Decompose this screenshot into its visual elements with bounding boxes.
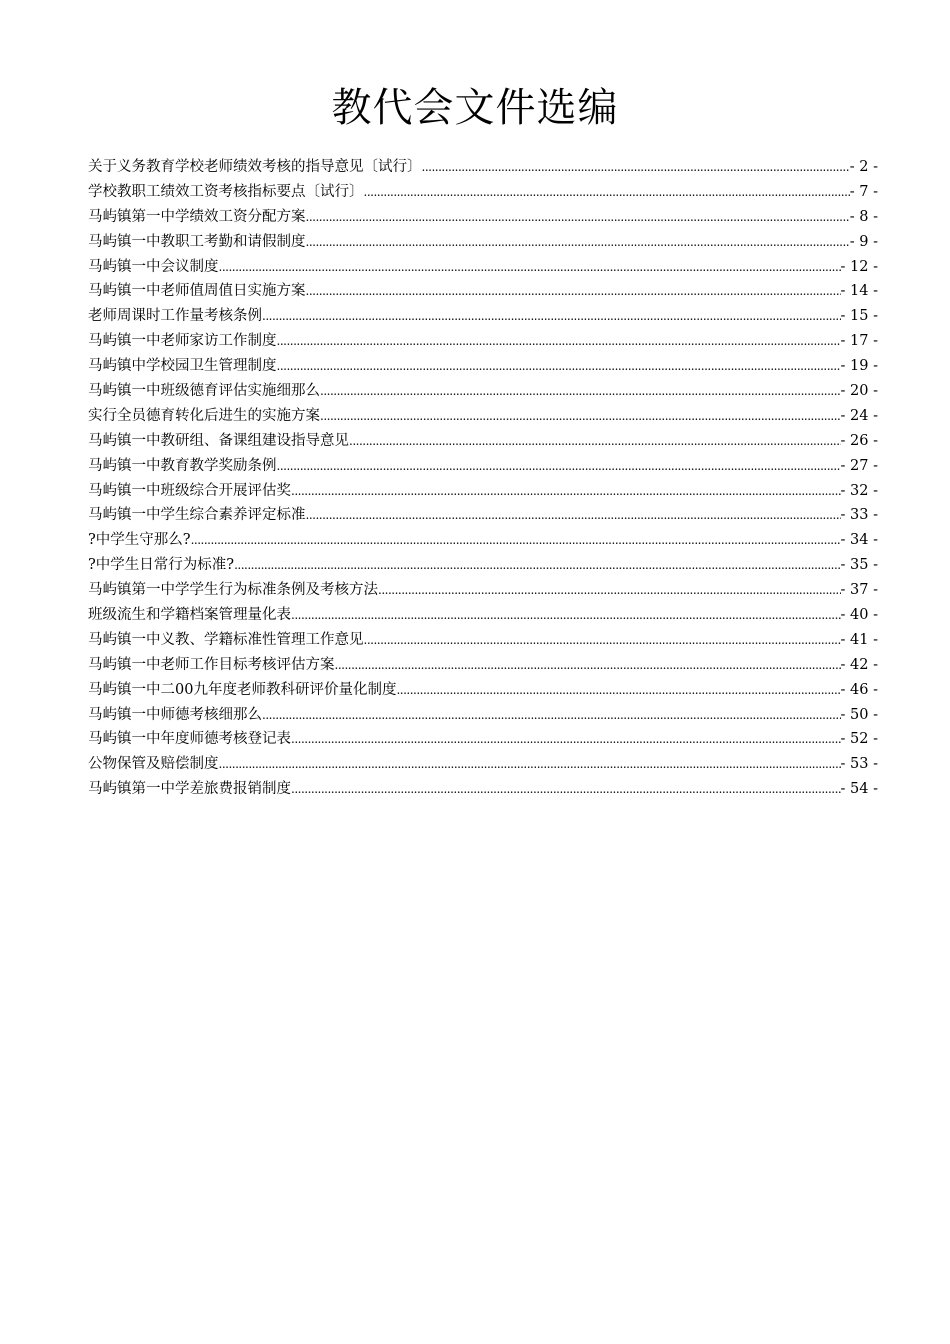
toc-entry[interactable]: [88, 727, 878, 752]
toc-entry[interactable]: [88, 180, 878, 205]
toc-entry-page-number: - 8 -: [849, 208, 878, 225]
toc-entry[interactable]: [88, 454, 878, 479]
toc-entry-label: 班级流生和学籍档案管理量化表: [88, 607, 291, 624]
toc-entry[interactable]: [88, 404, 878, 429]
toc-entry-label: 马屿镇一中老师家访工作制度: [88, 333, 277, 350]
toc-entry-page-number: - 32 -: [840, 482, 878, 499]
toc-entry-page-number: - 50 -: [840, 706, 878, 723]
toc-entry-page-number: - 12 -: [840, 258, 878, 275]
toc-dot-leader: [396, 678, 840, 703]
toc-entry[interactable]: [88, 429, 878, 454]
toc-entry[interactable]: [88, 752, 878, 777]
toc-entry-label: 马屿镇一中教职工考勤和请假制度: [88, 233, 306, 250]
toc-entry[interactable]: [88, 703, 878, 728]
toc-entry-label: 马屿镇一中义教、学籍标准性管理工作意见: [88, 631, 364, 648]
toc-entry-label: 马屿镇一中老师值周值日实施方案: [88, 283, 306, 300]
toc-dot-leader: [277, 354, 841, 379]
toc-entry-page-number: - 2 -: [849, 159, 878, 175]
toc-entry-label: 马屿镇一中教研组、备课组建设指导意见: [88, 432, 349, 449]
toc-dot-leader: [306, 230, 850, 255]
toc-entry[interactable]: [88, 255, 878, 280]
toc-entry[interactable]: [88, 230, 878, 255]
toc-dot-leader: [234, 553, 840, 578]
table-of-contents: [88, 155, 878, 802]
toc-entry-label: 马屿镇一中班级德育评估实施细那么: [88, 383, 320, 400]
toc-entry[interactable]: [88, 777, 878, 802]
toc-entry-label: 马屿镇第一中学绩效工资分配方案: [88, 208, 306, 225]
toc-entry-page-number: - 19 -: [840, 358, 878, 375]
toc-dot-leader: [306, 205, 850, 230]
toc-entry[interactable]: [88, 379, 878, 404]
toc-entry-label: 马屿镇一中老师工作目标考核评估方案: [88, 656, 335, 673]
toc-entry-label: 老师周课时工作量考核条例: [88, 308, 262, 325]
toc-entry-page-number: - 26 -: [840, 432, 878, 449]
toc-dot-leader: [291, 603, 841, 628]
toc-entry-page-number: - 34 -: [840, 532, 878, 549]
toc-entry-page-number: - 15 -: [840, 308, 878, 325]
toc-dot-leader: [422, 155, 850, 180]
toc-entry-label: 实行全员德育转化后进生的实施方案: [88, 407, 320, 424]
toc-entry[interactable]: [88, 155, 878, 180]
toc-entry-page-number: - 42 -: [840, 656, 878, 673]
toc-entry-page-number: - 37 -: [840, 582, 878, 599]
toc-dot-leader: [320, 379, 841, 404]
toc-entry-label: 马屿镇第一中学差旅费报销制度: [88, 781, 291, 798]
toc-entry[interactable]: [88, 205, 878, 230]
toc-entry-label: 马屿镇一中年度师德考核登记表: [88, 731, 291, 748]
toc-entry[interactable]: [88, 329, 878, 354]
toc-dot-leader: [219, 255, 841, 280]
toc-entry-page-number: - 33 -: [840, 507, 878, 524]
toc-entry-page-number: - 40 -: [840, 607, 878, 624]
toc-entry-page-number: - 27 -: [840, 457, 878, 474]
toc-dot-leader: [219, 752, 841, 777]
toc-entry-label: 马屿镇一中班级综合开展评估奖: [88, 482, 291, 499]
toc-entry[interactable]: [88, 653, 878, 678]
toc-entry-label: 马屿镇一中学生综合素养评定标准: [88, 507, 306, 524]
toc-entry-label: 马屿镇一中师德考核细那么: [88, 706, 262, 723]
toc-entry-page-number: - 9 -: [849, 233, 878, 250]
toc-dot-leader: [364, 628, 841, 653]
toc-entry-page-number: - 35 -: [840, 557, 878, 574]
toc-dot-leader: [291, 777, 841, 802]
toc-dot-leader: [378, 578, 841, 603]
toc-entry-label: 马屿镇一中二00九年度老师教科研评价量化制度: [88, 681, 397, 698]
toc-entry-page-number: - 46 -: [840, 681, 878, 698]
toc-entry-label: 公物保管及赔偿制度: [88, 756, 219, 773]
toc-dot-leader: [291, 727, 841, 752]
toc-entry-page-number: - 24 -: [840, 407, 878, 424]
toc-entry-label: 马屿镇第一中学学生行为标准条例及考核方法: [88, 582, 378, 599]
toc-entry-label: 马屿镇一中教育教学奖励条例: [88, 457, 277, 474]
toc-dot-leader: [306, 279, 841, 304]
toc-dot-leader: [277, 329, 841, 354]
toc-dot-leader: [349, 429, 841, 454]
toc-entry[interactable]: [88, 628, 878, 653]
toc-entry[interactable]: [88, 279, 878, 304]
toc-entry[interactable]: [88, 553, 878, 578]
toc-entry-page-number: - 14 -: [840, 283, 878, 300]
toc-dot-leader: [262, 703, 841, 728]
toc-entry[interactable]: [88, 678, 878, 703]
toc-dot-leader: [364, 180, 850, 205]
toc-dot-leader: [262, 304, 841, 329]
toc-entry[interactable]: [88, 578, 878, 603]
toc-entry[interactable]: [88, 603, 878, 628]
toc-entry-label: ?中学生守那么?: [88, 532, 191, 549]
document-title: 教代会文件选编: [331, 85, 619, 131]
toc-entry[interactable]: [88, 528, 878, 553]
toc-entry-label: 马屿镇一中会议制度: [88, 258, 219, 275]
toc-entry-page-number: - 7 -: [849, 183, 878, 200]
toc-entry[interactable]: [88, 503, 878, 528]
toc-entry-page-number: - 41 -: [840, 631, 878, 648]
toc-entry-page-number: - 17 -: [840, 333, 878, 350]
toc-dot-leader: [277, 454, 841, 479]
toc-entry[interactable]: [88, 354, 878, 379]
toc-entry-label: 关于义务教育学校老师绩效考核的指导意见〔试行〕: [88, 159, 422, 175]
toc-entry-page-number: - 52 -: [840, 731, 878, 748]
toc-entry-page-number: - 54 -: [840, 781, 878, 798]
toc-entry-label: ?中学生日常行为标准?: [88, 557, 235, 574]
toc-entry-label: 学校教职工绩效工资考核指标要点〔试行〕: [88, 183, 364, 200]
toc-entry[interactable]: [88, 479, 878, 504]
toc-entry-page-number: - 20 -: [840, 383, 878, 400]
toc-entry-page-number: - 53 -: [840, 756, 878, 773]
toc-dot-leader: [191, 528, 841, 553]
toc-dot-leader: [291, 479, 841, 504]
toc-entry[interactable]: [88, 304, 878, 329]
toc-dot-leader: [306, 503, 841, 528]
toc-entry-label: 马屿镇中学校园卫生管理制度: [88, 358, 277, 375]
toc-dot-leader: [320, 404, 841, 429]
toc-dot-leader: [335, 653, 841, 678]
